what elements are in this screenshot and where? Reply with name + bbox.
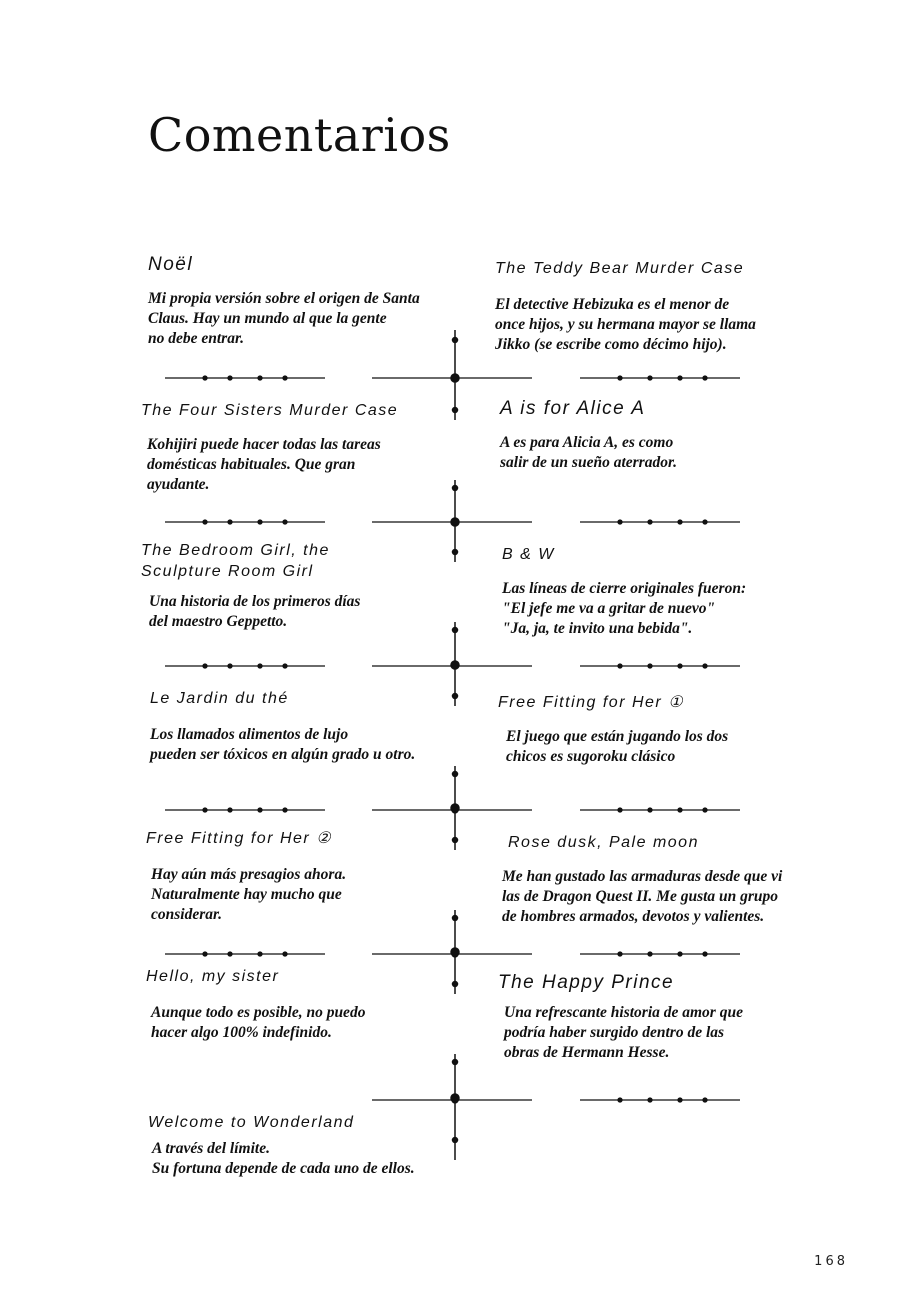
comment-entry-teddy-bear xyxy=(495,258,756,355)
entry-body: Me han gustado las armaduras desde que vi las de Dragon Quest II. Me gusta un grupo de hombres armados, devotos y valientes. xyxy=(502,868,783,925)
entry-title: The Four Sisters Murder Case xyxy=(141,402,399,419)
entry-title: The Teddy Bear Murder Case xyxy=(495,260,745,277)
entry-body: Una refrescante historia de amor que podría haber surgido dentro de las obras de Hermann Hesse. xyxy=(504,1004,743,1061)
comment-entry-jardin-du-the xyxy=(150,688,415,765)
entry-title: A is for Alice A xyxy=(500,398,646,419)
entry-title: Welcome to Wonderland xyxy=(148,1114,355,1131)
entry-title: Free Fitting for Her ② xyxy=(146,830,333,847)
entry-body: Las líneas de cierre originales fueron: "El jefe me va a gritar de nuevo" "Ja, ja, te invito una bebida". xyxy=(502,580,747,637)
comment-entry-free-fitting-2 xyxy=(146,828,346,925)
entry-body: Una historia de los primeros días del maestro Geppetto. xyxy=(149,593,361,630)
page-title: Comentarios xyxy=(148,108,451,162)
comment-entry-bw xyxy=(502,544,746,639)
entry-title: The Bedroom Girl, the Sculpture Room Girl xyxy=(141,542,330,580)
entry-title: Noël xyxy=(148,254,194,275)
comment-entry-happy-prince xyxy=(498,972,743,1063)
ornament-divider xyxy=(160,368,750,388)
entry-title: Rose dusk, Pale moon xyxy=(508,834,699,851)
comment-entry-hello-my-sister xyxy=(146,966,365,1043)
entry-title: Free Fitting for Her ① xyxy=(498,694,685,711)
entry-body: Kohijiri puede hacer todas las tareas domésticas habituales. Que gran ayudante. xyxy=(147,436,381,493)
ornament-divider xyxy=(160,512,750,532)
comment-entry-bedroom-girl xyxy=(141,540,360,632)
entry-body: Aunque todo es posible, no puedo hacer algo 100% indefinido. xyxy=(151,1004,366,1041)
ornament-divider xyxy=(160,800,750,820)
ornament-divider xyxy=(160,944,750,964)
entry-body: Hay aún más presagios ahora. Naturalmente hay mucho que considerar. xyxy=(151,866,347,923)
comment-entry-four-sisters xyxy=(141,400,398,495)
entry-body: El juego que están jugando los dos chicos es sugoroku clásico xyxy=(506,728,729,765)
entry-body: A es para Alicia A, es como salir de un sueño aterrador. xyxy=(500,434,678,471)
comment-entry-noel xyxy=(148,254,420,349)
comment-entry-rose-dusk xyxy=(502,832,783,927)
entry-title: Hello, my sister xyxy=(146,968,280,985)
page-number: 168 xyxy=(814,1254,848,1269)
entry-body: Los llamados alimentos de lujo pueden ser tóxicos en algún grado u otro. xyxy=(150,726,416,763)
entry-body: El detective Hebizuka es el menor de once hijos, y su hermana mayor se llama Jikko (se escribe como décimo hijo). xyxy=(495,296,756,353)
ornament-divider xyxy=(160,656,750,676)
entry-title: B & W xyxy=(502,546,555,563)
entry-body: Mi propia versión sobre el origen de Santa Claus. Hay un mundo al que la gente no debe entrar. xyxy=(148,290,420,347)
comment-entry-wonderland xyxy=(148,1112,415,1179)
comment-entry-free-fitting-1 xyxy=(498,692,728,767)
comment-entry-alice xyxy=(500,398,677,473)
entry-title: The Happy Prince xyxy=(498,972,675,993)
entry-body: A través del límite. Su fortuna depende de cada uno de ellos. xyxy=(152,1140,415,1177)
entry-title: Le Jardin du thé xyxy=(150,690,289,707)
ornament-divider xyxy=(160,1090,750,1110)
ornament-column xyxy=(440,330,470,1160)
